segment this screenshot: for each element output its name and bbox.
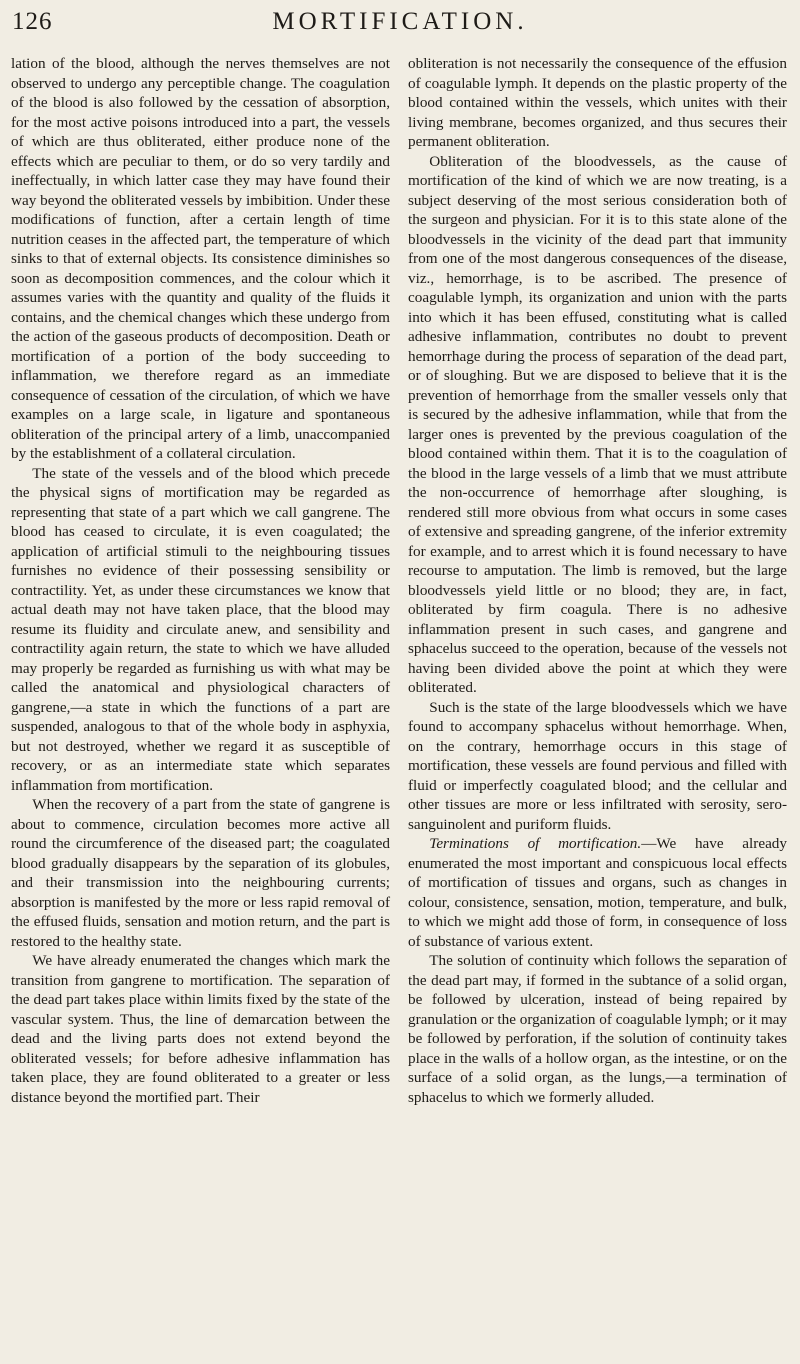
running-head: MORTIFICATION. (272, 8, 528, 35)
page-number: 126 (12, 8, 53, 35)
section-text: —We have already enumerated the most important and conspicuous local effects of mortification of tissues and organs, such as changes in colour, consistence, sensation, motion, temperature, and bulk, to which we might add those of form, in consequence of loss of substance of various extent. (408, 835, 787, 950)
right-column (408, 54, 787, 1107)
paragraph: The solution of continuity which follows the separation of the dead part may, if formed in the subtance of a solid organ, be followed by ulceration, instead of being repaired by granulation or the organization of coagulable lymph; or it may be followed by perforation, if the solution of continuity takes place in the walls of a hollow organ, as the intestine, or on the surface of a solid organ, as the lungs,—a termination of sphacelus to which we formerly alluded. (408, 952, 787, 1106)
paragraph: We have already enumerated the changes which mark the transition from gangrene to mortification. The separation of the dead part takes place within limits fixed by the state of the vascular system. Thus, the line of demarcation between the dead and the living parts does not extend beyond the obliterated vessels; for before adhesive inflammation has taken place, they are found obliterated to a greater or less distance beyond the mortified part. Their (11, 952, 390, 1106)
section-heading: Terminations of mortification. (429, 835, 642, 852)
paragraph: obliteration is not necessarily the consequence of the effusion of coagulable lymph. It depends on the plastic property of the blood contained within the vessels, which unites with their living membrane, becomes organized, and thus secures their permanent obliteration. (408, 55, 787, 150)
page-header (0, 4, 800, 44)
section-paragraph (408, 834, 787, 951)
left-column (11, 54, 390, 1107)
paragraph: Such is the state of the large bloodvessels which we have found to accompany sphacelus without hemorrhage. When, on the contrary, hemorrhage occurs in this stage of mortification, these vessels are found pervious and filled with fluid or imperfectly coagulated blood; and the cellular and other tissues are more or less infiltrated with serosity, sero-sanguinolent and puriform fluids. (408, 698, 787, 833)
paragraph: lation of the blood, although the nerves themselves are not observed to undergo any perceptible change. The coagulation of the blood is also followed by the cessation of absorption, for the most active poisons introduced into a part, the vessels of which are thus obliterated, either produce none of the effects which are peculiar to them, or do so very tardily and ineffectually, in which latter case they may have found their way beyond the obliterated vessels by imbibition. Under these modifications of function, after a certain length of time nutrition ceases in the affected part, the temperature of which sinks to that of external objects. Its consistence diminishes so soon as decomposition commences, and the colour which it assumes varies with the quantity and quality of the fluids it contains, and the chemical changes which these undergo from the action of the gaseous products of decomposition. Death or mortification of a portion of the body succeeding to inflammation, we therefore regard as an immediate consequence of cessation of the circulation, of which we have examples on a large scale, in ligature and spontaneous obliteration of the principal artery of a limb, unaccompanied by the establishment of a collateral circulation. (11, 55, 390, 462)
paragraph: Obliteration of the bloodvessels, as the cause of mortification of the kind of which we are now treating, is a subject deserving of the most serious consideration both of the surgeon and physician. For it is to this state alone of the bloodvessels in the vicinity of the dead part that immunity from one of the most dangerous consequences of the disease, viz., hemorrhage, is to be ascribed. The presence of coagulable lymph, its organization and union with the parts into which it has been effused, constituting what is called adhesive inflammation, contributes no doubt to prevent hemorrhage during the process of separation of the dead part, or of sloughing. But we are disposed to believe that it is the prevention of hemorrhage from the smaller vessels only that is secured by the adhesive inflammation, while that from the larger ones is prevented by the previous coagulation of the blood contained within them. That it is to the coagulation of the blood in the large vessels of a limb that we must attribute the non-occurrence of hemorrhage after sloughing, is rendered still more obvious from what occurs in some cases of extensive and spreading gangrene, of the inferior extremity for example, and to arrest which it is found necessary to have recourse to amputation. The limb is removed, but the large bloodvessels yield little or no blood; they are, in fact, obliterated by firm coagula. There is no adhesive inflammation present in such cases, and gangrene and sphacelus succeed to the operation, because of the vessels not having been divided above the point at which they were obliterated. (408, 152, 787, 696)
paragraph: The state of the vessels and of the blood which precede the physical signs of mortification may be regarded as representing that state of a part which we call gangrene. The blood has ceased to circulate, it is even coagulated; the application of artificial stimuli to the neighbouring tissues furnishes no evidence of their possessing sensibility or contractility. Yet, as under these circumstances we know that actual death may not have taken place, that the blood may resume its fluidity and circulate anew, and sensibility and contractility again return, the state to which we have alluded may properly be regarded as furnishing us with what may be called the anatomical and physiological characters of gangrene,—a state in which the functions of a part are suspended, analogous to that of the whole body in asphyxia, but not destroyed, whether we regard it as susceptible of recovery, or as an intermediate state which separates inflammation from mortification. (11, 464, 390, 794)
paragraph: When the recovery of a part from the state of gangrene is about to commence, circulation becomes more active all round the circumference of the diseased part; the coagulated blood gradually disappears by the separation of its globules, and their transmission into the neighbouring currents; absorption is manifested by the more or less rapid removal of the effused fluids, sensation and motion return, and the part is restored to the healthy state. (11, 796, 390, 950)
